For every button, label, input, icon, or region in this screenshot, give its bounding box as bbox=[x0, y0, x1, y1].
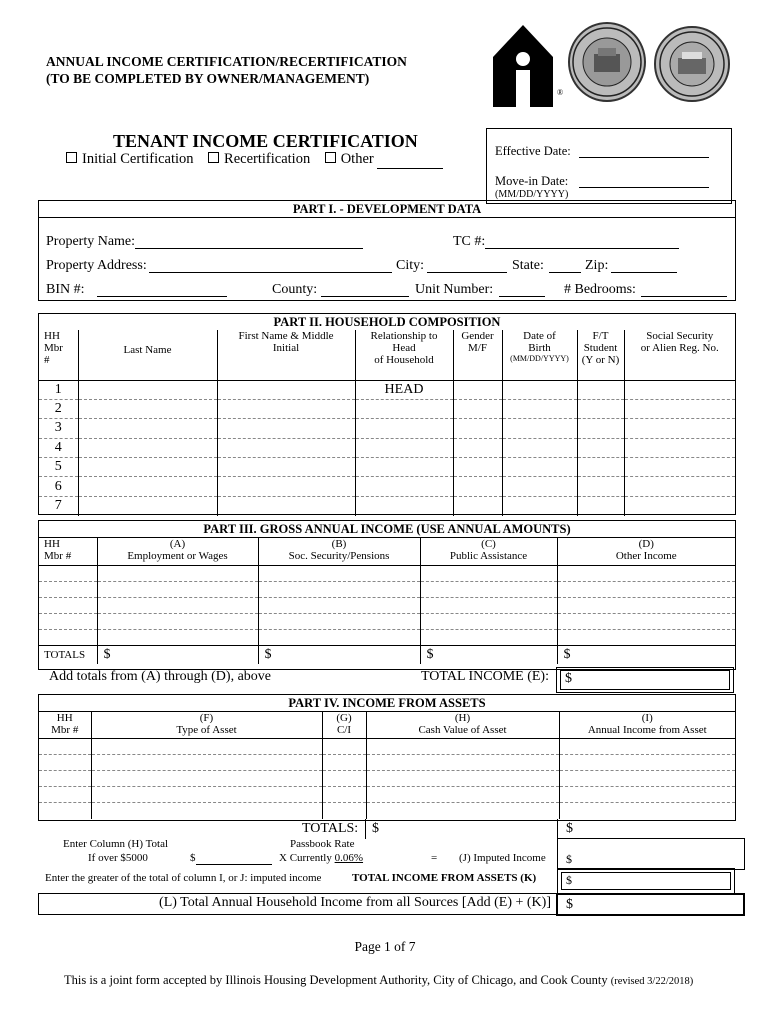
income-cell[interactable] bbox=[97, 630, 258, 646]
page-title: TENANT INCOME CERTIFICATION bbox=[113, 131, 418, 151]
table-row bbox=[39, 771, 735, 787]
bin-field[interactable] bbox=[97, 296, 227, 297]
part2-section bbox=[38, 313, 736, 515]
total-assets-k-field[interactable]: $ bbox=[561, 872, 731, 890]
part1-title: PART I. - DEVELOPMENT DATA bbox=[39, 201, 735, 218]
asset-cell[interactable] bbox=[322, 755, 366, 771]
member-number: 2 bbox=[39, 399, 78, 418]
income-cell[interactable] bbox=[420, 598, 557, 614]
col-h-header: (H) Cash Value of Asset bbox=[366, 712, 559, 739]
asset-totals-label: TOTALS: bbox=[302, 821, 359, 836]
total-d-field[interactable]: $ bbox=[563, 646, 571, 662]
household-cell[interactable] bbox=[624, 458, 735, 477]
asset-cell[interactable] bbox=[39, 771, 91, 787]
total-l-row bbox=[38, 893, 557, 915]
member-number: 3 bbox=[39, 419, 78, 438]
recert-label: Recertification bbox=[224, 151, 311, 167]
part3-section bbox=[38, 520, 736, 670]
asset-cell[interactable] bbox=[91, 739, 322, 755]
household-cell[interactable] bbox=[577, 380, 624, 399]
col-c-header: (C) Public Assistance bbox=[420, 538, 557, 566]
income-cell[interactable] bbox=[258, 598, 420, 614]
member-number: 5 bbox=[39, 458, 78, 477]
city-field[interactable] bbox=[427, 272, 507, 273]
ihda-logo bbox=[493, 25, 553, 110]
asset-cell[interactable] bbox=[559, 739, 735, 755]
total-b-field[interactable]: $ bbox=[258, 646, 420, 664]
income-cell[interactable] bbox=[97, 598, 258, 614]
total-income-e-label: TOTAL INCOME (E): bbox=[421, 669, 549, 684]
household-cell[interactable] bbox=[624, 477, 735, 496]
income-cell[interactable] bbox=[97, 566, 258, 582]
other-label: Other bbox=[340, 151, 374, 167]
household-cell[interactable] bbox=[502, 419, 577, 438]
asset-cell[interactable] bbox=[322, 803, 366, 819]
ssn-header: Social Security or Alien Reg. No. bbox=[640, 330, 719, 354]
household-cell[interactable] bbox=[355, 399, 453, 418]
table-row bbox=[39, 399, 735, 418]
household-cell[interactable] bbox=[577, 496, 624, 515]
effective-date-label: Effective Date: bbox=[495, 144, 571, 158]
household-cell[interactable] bbox=[577, 477, 624, 496]
household-cell[interactable] bbox=[355, 458, 453, 477]
income-cell[interactable] bbox=[557, 614, 735, 630]
date-format-hint: (MM/DD/YYYY) bbox=[495, 189, 569, 200]
asset-cell[interactable] bbox=[91, 787, 322, 803]
asset-cell[interactable] bbox=[39, 739, 91, 755]
state-field[interactable] bbox=[549, 272, 581, 273]
member-number: 1 bbox=[39, 380, 78, 399]
asset-cell[interactable] bbox=[322, 771, 366, 787]
movein-date-label: Move-in Date: bbox=[495, 174, 569, 188]
table-row bbox=[39, 787, 735, 803]
col-f-header: (F) Type of Asset bbox=[91, 712, 322, 739]
gender-header: Gender M/F bbox=[453, 330, 502, 380]
asset-cell[interactable] bbox=[322, 739, 366, 755]
passbook-rate-label: Passbook Rate bbox=[290, 838, 355, 850]
household-cell[interactable] bbox=[624, 419, 735, 438]
household-cell[interactable] bbox=[355, 438, 453, 457]
income-cell[interactable] bbox=[420, 582, 557, 598]
income-cell[interactable] bbox=[39, 582, 97, 598]
household-cell[interactable] bbox=[577, 438, 624, 457]
household-cell[interactable] bbox=[217, 399, 355, 418]
household-cell[interactable] bbox=[217, 438, 355, 457]
household-cell[interactable] bbox=[624, 496, 735, 515]
effective-date-field[interactable] bbox=[579, 157, 709, 158]
form-title-line2: (TO BE COMPLETED BY OWNER/MANAGEMENT) bbox=[46, 71, 370, 86]
table-row bbox=[39, 458, 735, 477]
household-cell[interactable] bbox=[217, 477, 355, 496]
household-cell[interactable] bbox=[355, 477, 453, 496]
imputed-income-label: (J) Imputed Income bbox=[459, 852, 546, 864]
table-row bbox=[39, 419, 735, 438]
table-row bbox=[39, 496, 735, 515]
total-income-e-field[interactable]: $ bbox=[560, 670, 730, 690]
county-label: County: bbox=[272, 282, 318, 297]
household-cell[interactable] bbox=[502, 458, 577, 477]
income-cell[interactable] bbox=[557, 582, 735, 598]
household-cell[interactable] bbox=[453, 399, 502, 418]
household-cell[interactable] bbox=[453, 496, 502, 515]
household-cell[interactable] bbox=[217, 380, 355, 399]
zip-label: Zip: bbox=[585, 258, 609, 273]
total-assets-k-label: TOTAL INCOME FROM ASSETS (K) bbox=[352, 872, 537, 884]
household-cell[interactable] bbox=[78, 438, 217, 457]
household-cell[interactable] bbox=[577, 399, 624, 418]
initial-cert-label: Initial Certification bbox=[82, 151, 194, 167]
bin-label: BIN #: bbox=[46, 282, 85, 297]
recert-checkbox[interactable] bbox=[208, 151, 310, 167]
income-cell[interactable] bbox=[97, 582, 258, 598]
household-cell[interactable] bbox=[78, 458, 217, 477]
asset-hh-header: HH Mbr # bbox=[39, 712, 91, 739]
asset-cell[interactable] bbox=[91, 771, 322, 787]
household-cell[interactable] bbox=[502, 477, 577, 496]
other-field[interactable] bbox=[377, 151, 443, 169]
table-row bbox=[39, 630, 735, 646]
totals-label: TOTALS bbox=[39, 646, 97, 664]
property-name-label: Property Name: bbox=[46, 234, 136, 249]
part3-title: PART III. GROSS ANNUAL INCOME (USE ANNUAL AMOUNTS) bbox=[203, 522, 571, 536]
income-cell[interactable] bbox=[39, 630, 97, 646]
income-cell[interactable] bbox=[258, 630, 420, 646]
rate-line: X Currently 0.06% bbox=[279, 852, 364, 864]
first-name-header: First Name & Middle Initial bbox=[217, 330, 355, 380]
city-label: City: bbox=[396, 258, 425, 273]
total-income-e-box bbox=[556, 667, 734, 693]
dates-box bbox=[486, 128, 732, 204]
passbook-rate-value: 0.06% bbox=[334, 852, 364, 864]
enter-greater-label: Enter the greater of the total of column I, or J: imputed income bbox=[45, 872, 322, 884]
zip-field[interactable] bbox=[611, 272, 677, 273]
asset-cell[interactable] bbox=[559, 755, 735, 771]
table-row bbox=[39, 598, 735, 614]
tc-field[interactable] bbox=[485, 248, 679, 249]
asset-cell[interactable] bbox=[559, 787, 735, 803]
income-cell[interactable] bbox=[557, 598, 735, 614]
property-address-field[interactable] bbox=[149, 272, 392, 273]
household-cell[interactable] bbox=[78, 477, 217, 496]
table-row bbox=[39, 582, 735, 598]
initial-cert-checkbox[interactable] bbox=[66, 151, 194, 167]
col-d-header: (D) Other Income bbox=[615, 538, 677, 562]
asset-cell[interactable] bbox=[559, 771, 735, 787]
household-cell[interactable] bbox=[217, 458, 355, 477]
income-cell[interactable] bbox=[97, 614, 258, 630]
other-checkbox[interactable] bbox=[325, 151, 374, 167]
income-cell[interactable] bbox=[258, 614, 420, 630]
member-number: 7 bbox=[39, 496, 78, 515]
household-cell[interactable] bbox=[502, 399, 577, 418]
property-address-label: Property Address: bbox=[46, 258, 147, 273]
footer-note: This is a joint form accepted by Illinois Housing Development Authority, City of Chicago, and Cook County (revised 3/22/2018) bbox=[64, 973, 694, 987]
member-number: 4 bbox=[39, 438, 78, 457]
state-label: State: bbox=[512, 258, 544, 273]
member-number: 6 bbox=[39, 477, 78, 496]
household-cell[interactable] bbox=[355, 419, 453, 438]
household-cell[interactable] bbox=[78, 380, 217, 399]
total-c-field[interactable]: $ bbox=[420, 646, 557, 664]
asset-cell[interactable] bbox=[39, 787, 91, 803]
asset-cell[interactable] bbox=[559, 803, 735, 819]
income-cell[interactable] bbox=[420, 630, 557, 646]
total-l-label: (L) Total Annual Household Income from all Sources [Add (E) + (K)] bbox=[159, 895, 551, 910]
asset-cell[interactable] bbox=[91, 803, 322, 819]
household-cell[interactable] bbox=[78, 496, 217, 515]
household-cell[interactable] bbox=[217, 496, 355, 515]
household-cell[interactable] bbox=[453, 419, 502, 438]
asset-cell[interactable] bbox=[366, 803, 559, 819]
household-cell[interactable] bbox=[502, 438, 577, 457]
unit-number-field[interactable] bbox=[499, 296, 545, 297]
registered-mark: ® bbox=[557, 88, 564, 97]
income-hh-header: HH Mbr # bbox=[39, 538, 97, 566]
household-cell[interactable] bbox=[78, 419, 217, 438]
dob-header: Date of Birth (MM/DD/YYYY) bbox=[502, 330, 577, 380]
enter-h-total-label: Enter Column (H) Total bbox=[63, 838, 169, 850]
household-cell[interactable] bbox=[217, 419, 355, 438]
part2-title: PART II. HOUSEHOLD COMPOSITION bbox=[273, 315, 501, 329]
household-cell[interactable] bbox=[577, 458, 624, 477]
household-cell[interactable] bbox=[624, 380, 735, 399]
total-l-field[interactable]: $ bbox=[556, 893, 745, 916]
household-cell[interactable] bbox=[78, 399, 217, 418]
table-row bbox=[39, 755, 735, 771]
income-cell[interactable] bbox=[39, 614, 97, 630]
household-cell[interactable] bbox=[624, 438, 735, 457]
income-cell[interactable] bbox=[39, 566, 97, 582]
property-name-field[interactable] bbox=[135, 248, 363, 249]
assets-table bbox=[39, 711, 735, 819]
col-g-header: (G) C/I bbox=[322, 712, 366, 739]
head-label: HEAD bbox=[355, 380, 453, 399]
hh-mbr-header: HH Mbr # bbox=[39, 330, 78, 380]
city-of-chicago-seal bbox=[568, 22, 646, 102]
table-row bbox=[39, 739, 735, 755]
household-cell[interactable] bbox=[453, 438, 502, 457]
income-cell[interactable] bbox=[420, 566, 557, 582]
page-number: Page 1 of 7 bbox=[354, 939, 416, 954]
relationship-header: Relationship to Head of Household bbox=[355, 330, 453, 380]
col-i-header: (I) Annual Income from Asset bbox=[587, 712, 707, 736]
part4-section bbox=[38, 694, 736, 821]
household-table bbox=[39, 330, 735, 516]
movein-date-field[interactable] bbox=[579, 187, 709, 188]
asset-cell[interactable] bbox=[366, 755, 559, 771]
h-total-field[interactable]: $ bbox=[190, 852, 272, 865]
tc-label: TC #: bbox=[453, 234, 486, 249]
table-row bbox=[39, 477, 735, 496]
asset-cell[interactable] bbox=[39, 803, 91, 819]
total-assets-k-box bbox=[557, 868, 735, 894]
col-a-header: (A) Employment or Wages bbox=[97, 538, 258, 566]
last-name-header: Last Name bbox=[78, 330, 217, 380]
asset-cell[interactable] bbox=[322, 787, 366, 803]
cook-county-seal bbox=[654, 26, 730, 102]
if-over-label: If over $5000 bbox=[88, 852, 148, 864]
income-cell[interactable] bbox=[258, 582, 420, 598]
asset-cell[interactable] bbox=[39, 755, 91, 771]
total-a-field[interactable]: $ bbox=[97, 646, 258, 664]
part1-section bbox=[38, 200, 736, 301]
certification-type-row bbox=[66, 151, 443, 169]
household-cell[interactable] bbox=[453, 380, 502, 399]
form-title-line1: ANNUAL INCOME CERTIFICATION/RECERTIFICATION bbox=[46, 54, 407, 69]
income-table bbox=[39, 537, 735, 664]
equals-sign: = bbox=[431, 852, 438, 864]
table-row bbox=[39, 566, 735, 582]
household-cell[interactable] bbox=[502, 496, 577, 515]
imputed-income-field[interactable]: $ bbox=[557, 838, 745, 870]
household-cell[interactable] bbox=[355, 496, 453, 515]
table-row bbox=[39, 438, 735, 457]
bedrooms-label: # Bedrooms: bbox=[564, 282, 636, 297]
asset-cell[interactable] bbox=[91, 755, 322, 771]
add-totals-instruction: Add totals from (A) through (D), above bbox=[49, 669, 272, 684]
unit-number-label: Unit Number: bbox=[415, 282, 494, 297]
household-cell[interactable] bbox=[453, 477, 502, 496]
household-cell[interactable] bbox=[502, 380, 577, 399]
asset-cell[interactable] bbox=[366, 771, 559, 787]
income-cell[interactable] bbox=[420, 614, 557, 630]
table-row bbox=[39, 803, 735, 819]
student-header: F/T Student (Y or N) bbox=[577, 330, 624, 380]
income-cell[interactable] bbox=[258, 566, 420, 582]
county-field[interactable] bbox=[321, 296, 409, 297]
total-i-field[interactable]: $ bbox=[557, 819, 742, 839]
part4-title: PART IV. INCOME FROM ASSETS bbox=[288, 696, 486, 710]
household-cell[interactable] bbox=[577, 419, 624, 438]
household-cell[interactable] bbox=[453, 458, 502, 477]
bedrooms-field[interactable] bbox=[641, 296, 727, 297]
income-cell[interactable] bbox=[557, 630, 735, 646]
income-cell[interactable] bbox=[39, 598, 97, 614]
asset-cell[interactable] bbox=[366, 787, 559, 803]
total-h-field[interactable]: $ bbox=[365, 819, 562, 839]
income-cell[interactable] bbox=[557, 566, 735, 582]
table-row bbox=[39, 614, 735, 630]
table-row bbox=[39, 380, 735, 399]
asset-cell[interactable] bbox=[366, 739, 559, 755]
household-cell[interactable] bbox=[624, 399, 735, 418]
col-b-header: (B) Soc. Security/Pensions bbox=[258, 538, 420, 566]
